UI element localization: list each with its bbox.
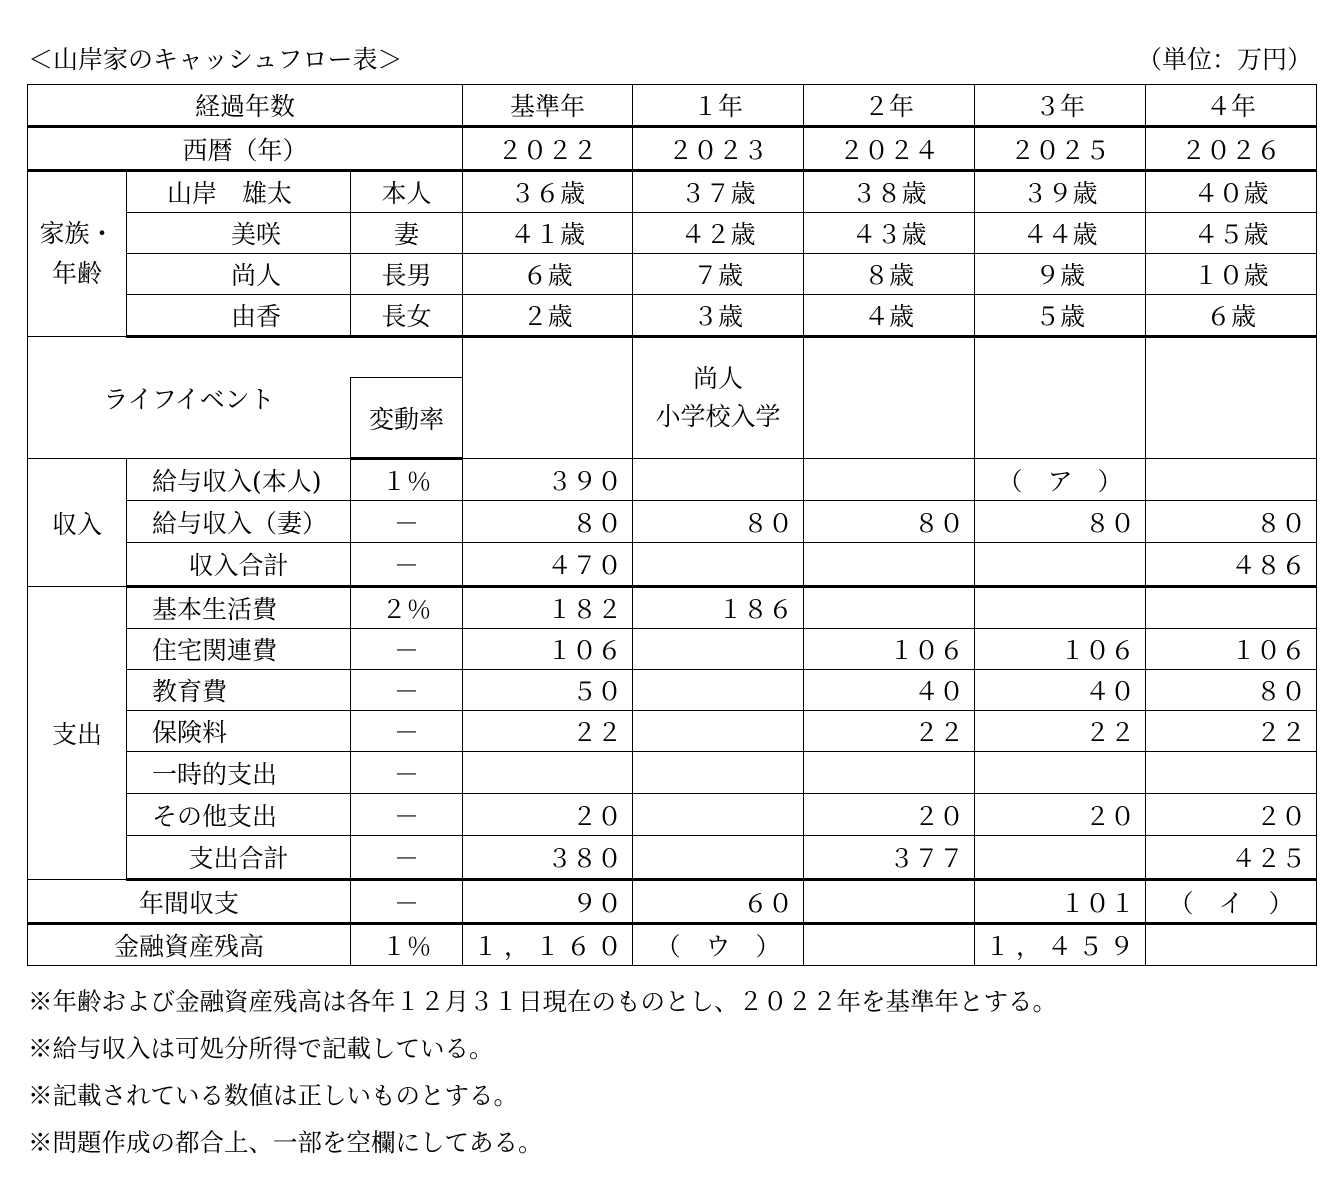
header-row-elapsed [28, 85, 1317, 127]
age-cell: ３７歳 [633, 171, 804, 213]
rate-cell: － [351, 711, 463, 752]
balance-row [28, 880, 1317, 924]
value-cell [633, 629, 804, 670]
col-header: ３年 [975, 85, 1146, 127]
value-cell [633, 543, 804, 587]
elapsed-label: 経過年数 [28, 85, 463, 127]
value-cell: １０６ [804, 629, 975, 670]
value-cell: １０６ [975, 629, 1146, 670]
value-cell: ３７７ [804, 836, 975, 880]
rate-cell: － [351, 880, 463, 924]
value-cell: ２２ [804, 711, 975, 752]
member-name: 由香 [127, 295, 351, 337]
rate-cell: － [351, 670, 463, 711]
rate-cell: － [351, 794, 463, 836]
age-cell: ４歳 [804, 295, 975, 337]
age-cell: ５歳 [975, 295, 1146, 337]
year-cell: ２０２２ [463, 127, 633, 171]
assets-row [28, 924, 1317, 966]
row-label: その他支出 [127, 794, 351, 836]
age-cell: ４０歳 [1146, 171, 1317, 213]
year-label: 西暦（年） [28, 127, 463, 171]
value-cell: ２０ [975, 794, 1146, 836]
member-name: 美咲 [127, 213, 351, 254]
header-row-year [28, 127, 1317, 171]
rate-cell: － [351, 501, 463, 543]
expense-row [28, 629, 1317, 670]
income-row [28, 501, 1317, 543]
family-row [28, 254, 1317, 295]
year-cell: ２０２３ [633, 127, 804, 171]
age-cell: １０歳 [1146, 254, 1317, 295]
value-cell: ８０ [633, 501, 804, 543]
value-cell [463, 752, 633, 794]
income-row [28, 459, 1317, 501]
value-cell: ８０ [1146, 670, 1317, 711]
value-cell [633, 711, 804, 752]
value-cell: （ イ ） [1146, 880, 1317, 924]
family-row [28, 171, 1317, 213]
life-event-spacer [351, 337, 463, 378]
income-row [28, 543, 1317, 587]
value-cell: （ ウ ） [633, 924, 804, 966]
note: ※問題作成の都合上、一部を空欄にしてある。 [28, 1128, 543, 1157]
col-header: 基準年 [463, 85, 633, 127]
cashflow-table [27, 84, 1317, 966]
age-cell: ３８歳 [804, 171, 975, 213]
value-cell: ８０ [463, 501, 633, 543]
value-cell [633, 794, 804, 836]
expense-row [28, 794, 1317, 836]
value-cell [975, 752, 1146, 794]
life-event-label: ライフイベント [28, 337, 351, 459]
age-cell: ３９歳 [975, 171, 1146, 213]
rate-cell: － [351, 836, 463, 880]
age-cell: ４２歳 [633, 213, 804, 254]
value-cell: １０６ [1146, 629, 1317, 670]
event-cell [463, 337, 633, 459]
value-cell [804, 587, 975, 629]
family-row [28, 213, 1317, 254]
note: ※給与収入は可処分所得で記載している。 [28, 1034, 494, 1063]
value-cell [804, 752, 975, 794]
age-cell: ６歳 [463, 254, 633, 295]
income-group-label: 収入 [28, 459, 127, 587]
row-label: 教育費 [127, 670, 351, 711]
expense-row [28, 752, 1317, 794]
age-cell: ３歳 [633, 295, 804, 337]
family-label-line2: 年齢 [51, 259, 102, 288]
value-cell: ８０ [975, 501, 1146, 543]
age-cell: ４３歳 [804, 213, 975, 254]
value-cell: ２２ [975, 711, 1146, 752]
age-cell: ２歳 [463, 295, 633, 337]
age-cell: ４５歳 [1146, 213, 1317, 254]
balance-label: 年間収支 [28, 880, 351, 924]
value-cell: ３９０ [463, 459, 633, 501]
age-cell: ７歳 [633, 254, 804, 295]
value-cell: １８６ [633, 587, 804, 629]
value-cell: ６０ [633, 880, 804, 924]
value-cell: ４７０ [463, 543, 633, 587]
value-cell: １，４５９ [975, 924, 1146, 966]
age-cell: ４４歳 [975, 213, 1146, 254]
row-label: 収入合計 [127, 543, 351, 587]
notes [28, 978, 1057, 1166]
rate-cell: － [351, 629, 463, 670]
rate-cell: － [351, 543, 463, 587]
age-cell: ９歳 [975, 254, 1146, 295]
row-label: 一時的支出 [127, 752, 351, 794]
family-row [28, 295, 1317, 337]
row-label: 支出合計 [127, 836, 351, 880]
value-cell [633, 836, 804, 880]
member-relation: 本人 [351, 171, 463, 213]
value-cell [975, 836, 1146, 880]
event-cell [1146, 337, 1317, 459]
table-title: ＜山岸家のキャッシュフロー表＞ [28, 45, 403, 74]
expense-row [28, 587, 1317, 629]
note: ※年齢および金融資産残高は各年１２月３１日現在のものとし、２０２２年を基準年とする。 [28, 987, 1057, 1016]
family-label-line1: 家族・ [39, 219, 115, 248]
member-name: 山岸 雄太 [127, 171, 351, 213]
value-cell: ３８０ [463, 836, 633, 880]
value-cell [804, 924, 975, 966]
value-cell [804, 880, 975, 924]
member-relation: 妻 [351, 213, 463, 254]
rate-header: 変動率 [351, 378, 463, 459]
value-cell [804, 459, 975, 501]
row-label: 給与収入(本人) [127, 459, 351, 501]
value-cell [633, 752, 804, 794]
value-cell: ２０ [1146, 794, 1317, 836]
expense-row [28, 670, 1317, 711]
value-cell: （ ア ） [975, 459, 1146, 501]
col-header: １年 [633, 85, 804, 127]
event-line2: 小学校入学 [655, 402, 781, 431]
value-cell [1146, 587, 1317, 629]
value-cell: ８０ [1146, 501, 1317, 543]
row-label: 給与収入（妻） [127, 501, 351, 543]
value-cell: ４２５ [1146, 836, 1317, 880]
expense-row [28, 836, 1317, 880]
member-name: 尚人 [127, 254, 351, 295]
value-cell: ２０ [804, 794, 975, 836]
age-cell: ４１歳 [463, 213, 633, 254]
rate-cell: １％ [351, 459, 463, 501]
value-cell: ５０ [463, 670, 633, 711]
rate-cell: － [351, 752, 463, 794]
value-cell: ２２ [463, 711, 633, 752]
family-group-label [28, 171, 127, 337]
row-label: 保険料 [127, 711, 351, 752]
assets-label: 金融資産残高 [28, 924, 351, 966]
value-cell: １０６ [463, 629, 633, 670]
value-cell: ２０ [463, 794, 633, 836]
value-cell: ９０ [463, 880, 633, 924]
value-cell [975, 543, 1146, 587]
value-cell [1146, 924, 1317, 966]
expense-row [28, 711, 1317, 752]
life-event-row [28, 337, 1317, 378]
rate-cell: ２％ [351, 587, 463, 629]
col-header: ２年 [804, 85, 975, 127]
expense-group-label: 支出 [28, 587, 127, 880]
value-cell: ８０ [804, 501, 975, 543]
event-cell [804, 337, 975, 459]
rate-cell: １％ [351, 924, 463, 966]
age-cell: ６歳 [1146, 295, 1317, 337]
unit-label: （単位：万円） [1136, 45, 1312, 74]
member-relation: 長男 [351, 254, 463, 295]
value-cell [1146, 459, 1317, 501]
value-cell: １０１ [975, 880, 1146, 924]
year-cell: ２０２６ [1146, 127, 1317, 171]
age-cell: ８歳 [804, 254, 975, 295]
event-cell [633, 337, 804, 459]
event-cell [975, 337, 1146, 459]
value-cell: ２２ [1146, 711, 1317, 752]
value-cell: １８２ [463, 587, 633, 629]
value-cell: ４０ [975, 670, 1146, 711]
value-cell [633, 459, 804, 501]
value-cell: ４８６ [1146, 543, 1317, 587]
year-cell: ２０２５ [975, 127, 1146, 171]
row-label: 住宅関連費 [127, 629, 351, 670]
value-cell: ４０ [804, 670, 975, 711]
note: ※記載されている数値は正しいものとする。 [28, 1081, 518, 1110]
event-line1: 尚人 [693, 364, 744, 393]
member-relation: 長女 [351, 295, 463, 337]
age-cell: ３６歳 [463, 171, 633, 213]
year-cell: ２０２４ [804, 127, 975, 171]
value-cell [804, 543, 975, 587]
value-cell [1146, 752, 1317, 794]
value-cell [633, 670, 804, 711]
col-header: ４年 [1146, 85, 1317, 127]
value-cell: １，１６０ [463, 924, 633, 966]
value-cell [975, 587, 1146, 629]
row-label: 基本生活費 [127, 587, 351, 629]
